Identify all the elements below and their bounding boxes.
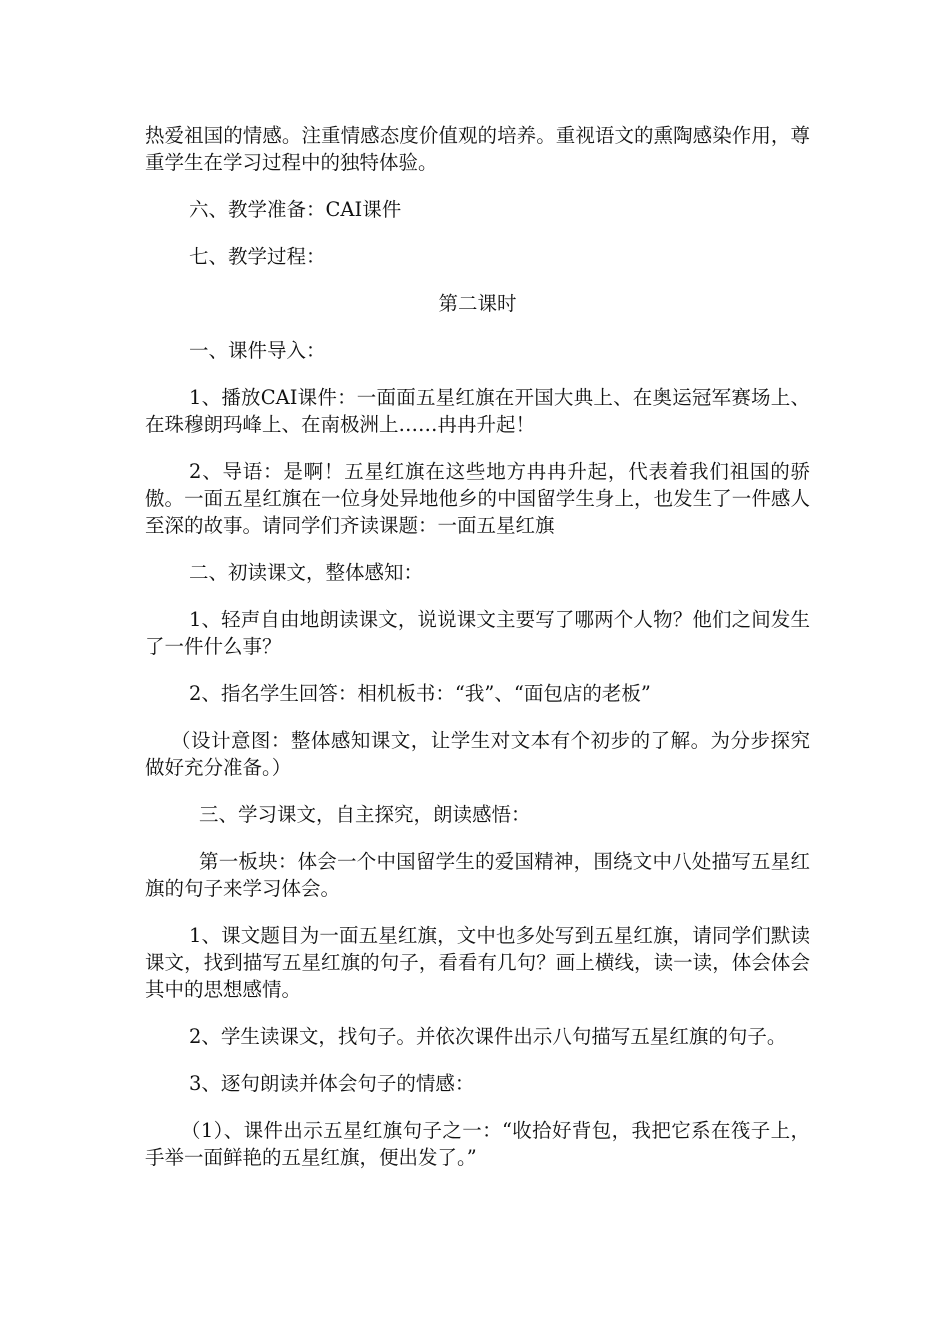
heading-courseware-intro: 一、课件导入：: [189, 339, 326, 362]
paragraph-student-answer: 2、指名学生回答：相机板书：“我”、“面包店的老板”: [189, 682, 651, 705]
lesson-title: 第二课时: [438, 292, 517, 315]
paragraph-play-courseware: 1、播放CAI课件：一面面五星红旗在开国大典上、在奥运冠军赛场上、在珠穆朗玛峰上、在南极洲上……冉冉升起！: [145, 386, 810, 436]
document-body: [145, 122, 810, 1191]
paragraph-block-one: 第一板块：体会一个中国留学生的爱国精神，围绕文中八处描写五星红旗的句子来学习体会。: [145, 850, 810, 900]
paragraph-find-sentences: 1、课文题目为一面五星红旗，文中也多处写到五星红旗，请同学们默读课文，找到描写五星红旗的句子，看看有几句？画上横线，读一读，体会体会其中的思想感情。: [145, 924, 810, 1001]
heading-teaching-preparation: 六、教学准备：CAI课件: [189, 198, 402, 221]
paragraph-introduction-speech: 2、导语：是啊！五星红旗在这些地方冉冉升起，代表着我们祖国的骄傲。一面五星红旗在一位身处异地他乡的中国留学生身上，也发生了一件感人至深的故事。请同学们齐读课题：一面五星红旗: [145, 460, 810, 537]
paragraph-sentence-one: （1）、课件出示五星红旗句子之一：“收拾好背包，我把它系在筏子上，手举一面鲜艳的五星红旗，便出发了。”: [145, 1119, 810, 1169]
paragraph-read-each-sentence: 3、逐句朗读并体会句子的情感：: [189, 1072, 475, 1095]
paragraph-read-aloud: 1、轻声自由地朗读课文，说说课文主要写了哪两个人物？他们之间发生了一件什么事？: [145, 608, 810, 658]
paragraph-design-intent: （设计意图：整体感知课文，让学生对文本有个初步的了解。为分步探究做好充分准备。）: [145, 729, 810, 779]
heading-first-reading: 二、初读课文，整体感知：: [189, 561, 424, 584]
heading-study-text: 三、学习课文，自主探究，朗读感悟：: [199, 803, 531, 826]
paragraph-intro-continued: 热爱祖国的情感。注重情感态度价值观的培养。重视语文的熏陶感染作用，尊重学生在学习过程中的独特体验。: [145, 124, 810, 174]
heading-teaching-process: 七、教学过程：: [189, 245, 326, 268]
paragraph-students-read: 2、学生读课文，找句子。并依次课件出示八句描写五星红旗的句子。: [189, 1025, 787, 1048]
